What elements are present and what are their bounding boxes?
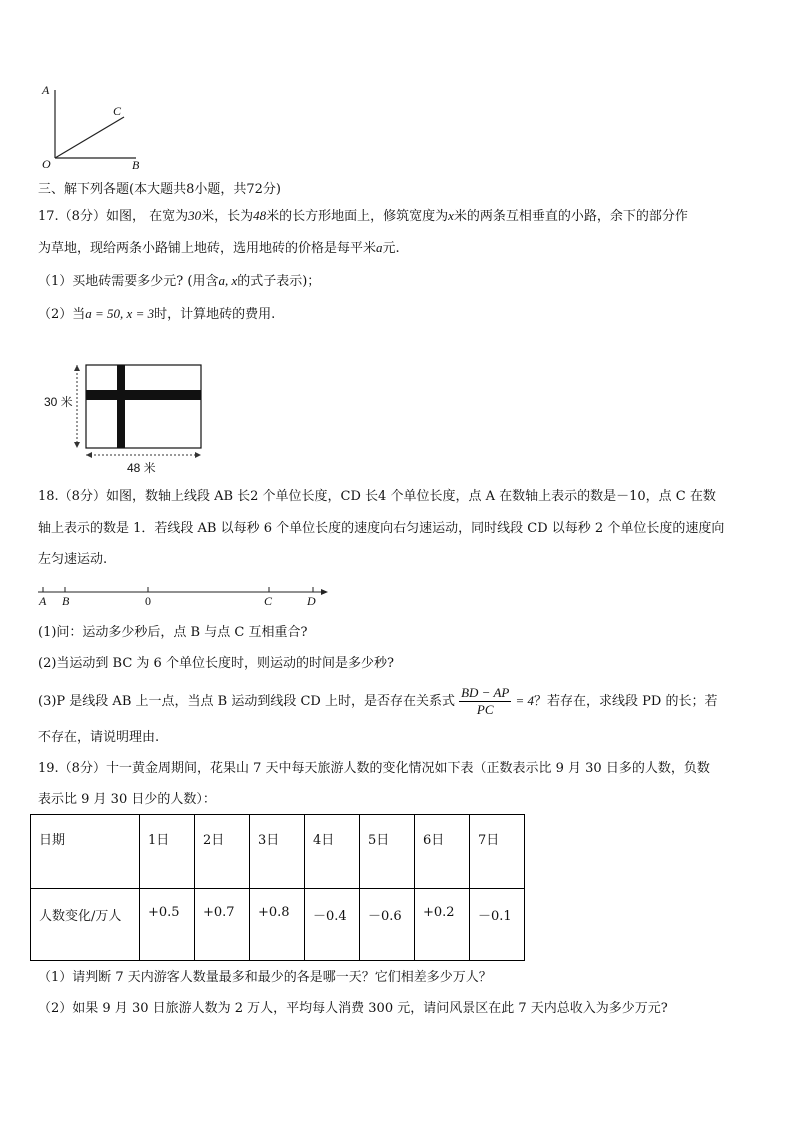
table-row-label: 人数变化/万人	[31, 889, 140, 961]
axis-label-c: C	[264, 594, 273, 608]
table-day-cell: 2日	[195, 815, 250, 889]
axis-label-zero: 0	[145, 594, 151, 608]
q19-part1: （1）请判断 7 天内游客人数量最多和最少的各是哪一天？它们相差多少万人？	[38, 970, 492, 985]
q18-part1: (1)问：运动多少秒后，点 B 与点 C 互相重合?	[38, 625, 308, 640]
q17-part2: （2）当a = 50, x = 3时，计算地砖的费用.	[38, 306, 276, 322]
table-day-cell: 1日	[140, 815, 195, 889]
axis-label-d: D	[307, 594, 316, 608]
rect-width-label: 48 米	[127, 461, 156, 475]
rectangle-figure	[70, 360, 210, 470]
q17-line2: 为草地，现给两条小路铺上地砖，选用地砖的价格是每平米a元.	[38, 240, 400, 256]
table-value-cell: +0.8	[250, 889, 305, 961]
relation-fraction: $\frac{BD - AP}{PC}$	[461, 685, 510, 717]
table-value-cell: －0.6	[360, 889, 415, 961]
q19-line2: 表示比 9 月 30 日少的人数）：	[38, 792, 216, 807]
table-value-cell: －0.4	[305, 889, 360, 961]
q17-part1: （1）买地砖需要多少元? (用含a, x的式子表示)；	[38, 273, 321, 289]
table-day-cell: 3日	[250, 815, 305, 889]
table-value-cell: +0.2	[415, 889, 470, 961]
section-heading: 三、解下列各题(本大题共8小题，共72分)	[38, 182, 281, 197]
q19-line1: 19.（8分）十一黄金周期间，花果山 7 天中每天旅游人数的变化情况如下表（正数表示比 9 月 30 日多的人数，负数	[38, 761, 710, 776]
q18-part3: (3)P 是线段 AB 上一点，当点 B 运动到线段 CD 上时，是否存在关系式 $\frac{BD - AP}{PC}$ = 4？若存在，求线段 PD 的长；若	[38, 685, 718, 717]
table-day-cell: 5日	[360, 815, 415, 889]
q18-part3-line2: 不存在，请说明理由.	[38, 730, 160, 745]
table-header-label: 日期	[31, 815, 140, 889]
q17-line1: 17.（8分）如图， 在宽为30米，长为48米的长方形地面上，修筑宽度为x米的两条互相垂直的小路，余下的部分作	[38, 208, 688, 224]
table-day-cell: 6日	[415, 815, 470, 889]
axis-label-a: A	[39, 594, 47, 608]
axis-label-b: B	[62, 594, 70, 608]
rect-height-label: 30 米	[44, 395, 73, 409]
table-header-row	[31, 815, 525, 889]
q19-part2: （2）如果 9 月 30 日旅游人数为 2 万人，平均每人消费 300 元，请问风景区在此 7 天内总收入为多少万元?	[38, 1001, 668, 1016]
q18-line3: 左匀速运动.	[38, 552, 108, 567]
table-value-cell: －0.1	[470, 889, 525, 961]
table-value-cell: +0.7	[195, 889, 250, 961]
number-line	[36, 583, 336, 603]
angle-label-o: O	[42, 157, 51, 171]
table-day-cell: 4日	[305, 815, 360, 889]
angle-figure	[36, 80, 146, 175]
q18-part2: (2)当运动到 BC 为 6 个单位长度时，则运动的时间是多少秒?	[38, 656, 394, 671]
table-day-cell: 7日	[470, 815, 525, 889]
table-value-row	[31, 889, 525, 961]
angle-label-b: B	[132, 158, 140, 172]
table-value-cell: +0.5	[140, 889, 195, 961]
visitor-change-table	[30, 814, 525, 961]
q18-line2: 轴上表示的数是 1．若线段 AB 以每秒 6 个单位长度的速度向右匀速运动，同时线段 CD 以每秒 2 个单位长度的速度向	[38, 521, 725, 536]
angle-label-c: C	[113, 104, 122, 118]
angle-label-a: A	[42, 83, 50, 97]
q18-line1: 18.（8分）如图，数轴上线段 AB 长2 个单位长度，CD 长4 个单位长度，点 A 在数轴上表示的数是－10，点 C 在数	[38, 489, 716, 504]
